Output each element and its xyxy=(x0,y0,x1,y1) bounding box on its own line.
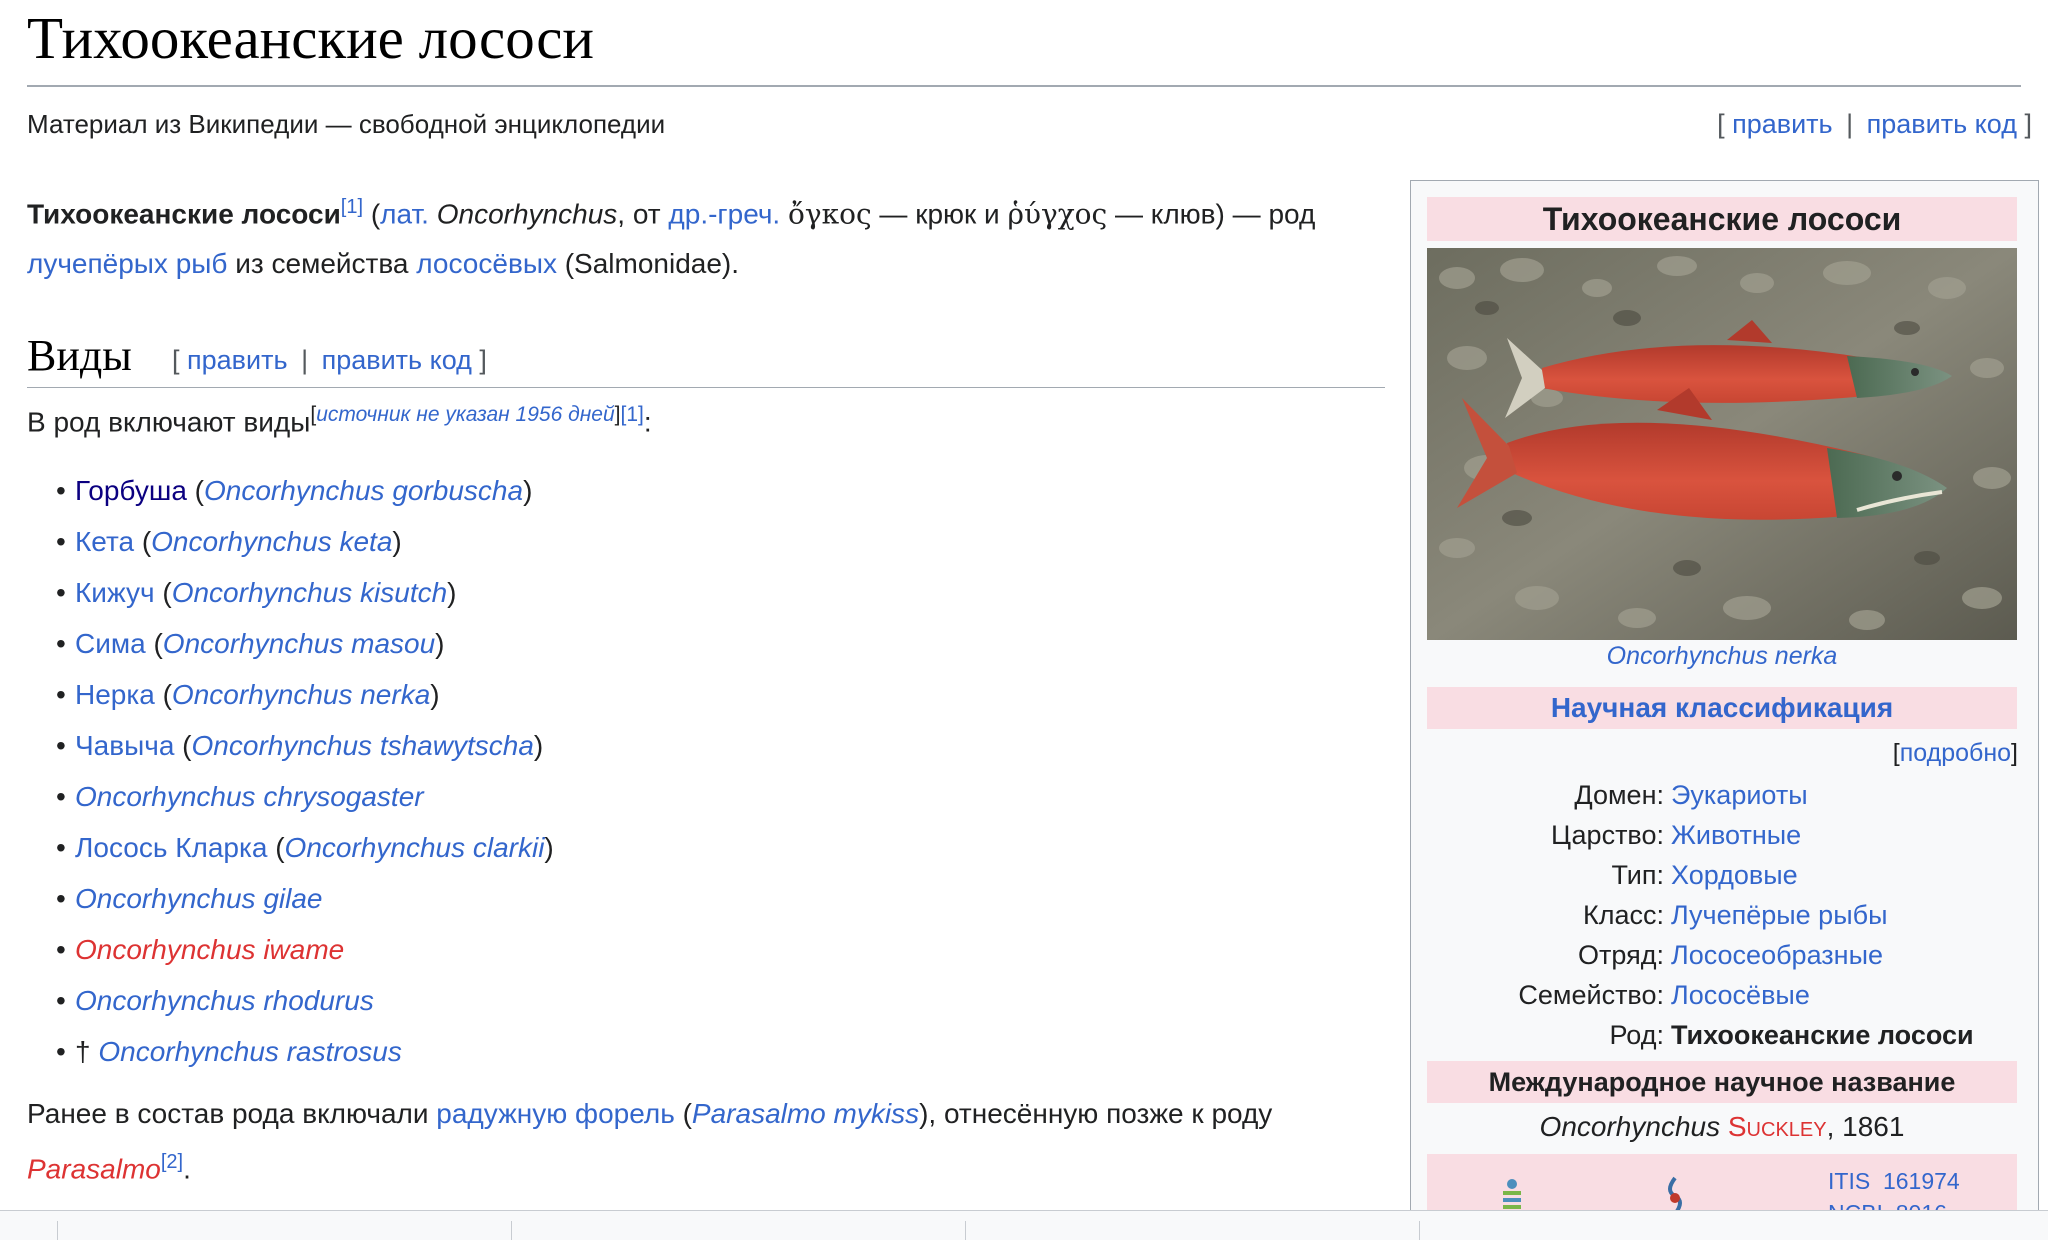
outro-text: ( xyxy=(674,1098,692,1129)
taxonomy-row xyxy=(1427,975,2017,1015)
toolbar-divider xyxy=(1419,1221,1420,1240)
rank-value xyxy=(1671,815,1801,855)
outro-text: . xyxy=(183,1153,191,1185)
intro-term: Тихоокеанские лососи xyxy=(27,198,341,230)
greek-link[interactable]: др.-греч. xyxy=(668,198,781,230)
taxonomy-row xyxy=(1427,775,2017,815)
species-common-link[interactable]: Горбуша xyxy=(75,475,187,506)
species-item: • Горбуша (Oncorhynchus gorbuscha) xyxy=(56,465,554,516)
rank-label: Царство: xyxy=(1550,820,1664,850)
outro-text: ), отнесённую позже к роду xyxy=(919,1098,1273,1129)
edit-code-link[interactable]: править код xyxy=(1866,109,2017,139)
title-divider xyxy=(27,85,2021,87)
rank-value xyxy=(1671,855,1798,895)
section-edit-code-link[interactable]: править код xyxy=(321,345,472,375)
outro-paragraph xyxy=(27,1090,1367,1193)
genus-name: Oncorhynchus xyxy=(1539,1111,1721,1142)
taxon-link[interactable]: Хордовые xyxy=(1671,860,1798,890)
species-latin-link[interactable]: Oncorhynchus rhodurus xyxy=(75,985,374,1016)
taxonomy-row xyxy=(1427,855,2017,895)
species-common-link[interactable]: Кета xyxy=(75,526,135,557)
parasalmo-mykiss-link[interactable]: Parasalmo mykiss xyxy=(691,1098,920,1129)
intro-text: (Salmonidae). xyxy=(556,248,740,280)
species-latin-link[interactable]: Oncorhynchus rastrosus xyxy=(98,1036,402,1067)
page-title: Тихоокеанские лососи xyxy=(27,5,594,71)
bullet: • xyxy=(56,526,66,557)
taxonomy-row xyxy=(1427,935,2017,975)
bracket-open: [ xyxy=(1892,739,1900,767)
toolbar-divider xyxy=(511,1221,512,1240)
species-latin-link[interactable]: Oncorhynchus gilae xyxy=(75,883,323,914)
species-common-link[interactable]: Лосось Кларка xyxy=(75,832,268,863)
rank-label: Род: xyxy=(1609,1020,1664,1050)
intl-name-heading: Международное научное название xyxy=(1427,1061,2017,1103)
species-common-link[interactable]: Сима xyxy=(75,628,146,659)
rank-value xyxy=(1671,975,1810,1015)
species-item: • Лосось Кларка (Oncorhynchus clarkii) xyxy=(56,822,554,873)
parasalmo-link[interactable]: Parasalmo xyxy=(27,1153,161,1185)
species-item xyxy=(56,1026,554,1077)
year: , 1861 xyxy=(1826,1111,1905,1142)
cite-bracket: [ xyxy=(310,403,317,426)
itis-id: 161974 xyxy=(1882,1168,1960,1194)
species-intro-text: В род включают виды xyxy=(27,406,311,438)
ref-link-1[interactable]: [1] xyxy=(340,196,364,218)
itis-link[interactable] xyxy=(1828,1168,1960,1195)
bullet: • xyxy=(56,475,66,506)
image-caption xyxy=(1427,642,2017,671)
rank-value xyxy=(1671,775,1808,815)
species-item xyxy=(56,975,554,1026)
rank-label: Тип: xyxy=(1611,860,1664,890)
rayfin-link[interactable]: лучепёрых рыб xyxy=(27,248,228,280)
extinct-marker: † xyxy=(75,1036,99,1067)
bracket-open: [ xyxy=(1717,109,1725,139)
family-link[interactable]: лососёвых xyxy=(416,248,557,280)
cite-bracket: ] xyxy=(614,403,621,426)
classification-link[interactable]: Научная классификация xyxy=(1550,692,1894,723)
bullet: • xyxy=(56,832,66,863)
species-common-link[interactable]: Кижуч xyxy=(75,577,155,608)
scientific-name xyxy=(1427,1111,2017,1143)
toolbar-divider xyxy=(57,1221,58,1240)
taxonomy-rows xyxy=(1427,775,2017,1055)
rank-value xyxy=(1671,1015,1974,1055)
taxon-link[interactable]: Эукариоты xyxy=(1671,780,1808,810)
bracket-open: [ xyxy=(172,345,180,375)
section-heading-species: Виды xyxy=(27,331,132,380)
rank-value xyxy=(1671,935,1883,975)
taxon-link[interactable]: Лучепёрые рыбы xyxy=(1671,900,1888,930)
species-latin-link[interactable]: Oncorhynchus keta xyxy=(151,526,393,557)
greek-word-1: ὄγκος xyxy=(788,197,872,231)
species-latin-link[interactable]: Oncorhynchus clarkii xyxy=(284,832,545,863)
taxobox xyxy=(1410,180,2039,1212)
bullet: • xyxy=(56,577,66,608)
section-divider xyxy=(27,387,1385,388)
taxonomy-row xyxy=(1427,815,2017,855)
species-item: • Кета (Oncorhynchus keta) xyxy=(56,516,554,567)
taxonomy-row xyxy=(1427,895,2017,935)
intro-text: из семейства xyxy=(227,248,417,280)
species-intro xyxy=(27,403,652,438)
species-latin-link[interactable]: Oncorhynchus gorbuscha xyxy=(204,475,524,506)
intro-text: — крюк и xyxy=(871,198,1008,230)
colon: : xyxy=(643,406,652,438)
taxonomy-row xyxy=(1427,1015,2017,1055)
rank-label: Семейство: xyxy=(1518,980,1664,1010)
bullet: • xyxy=(56,934,66,965)
taxon-current: Тихоокеанские лососи xyxy=(1671,1020,1974,1050)
bottom-toolbar xyxy=(0,1210,2048,1240)
section-edit-link[interactable]: править xyxy=(187,345,288,375)
species-latin-link[interactable]: Oncorhynchus tshawytscha xyxy=(191,730,534,761)
edit-separator: | xyxy=(301,345,309,375)
intro-text: , от xyxy=(617,198,669,230)
taxon-link[interactable]: Животные xyxy=(1671,820,1802,850)
infobox-title: Тихоокеанские лососи xyxy=(1427,197,2017,241)
bullet: • xyxy=(56,781,66,812)
bullet: • xyxy=(56,1036,66,1067)
bullet: • xyxy=(56,730,66,761)
taxon-link[interactable]: Лососеобразные xyxy=(1671,940,1883,970)
ref-link-2[interactable]: [2] xyxy=(160,1151,184,1173)
taxon-link[interactable]: Лососёвые xyxy=(1671,980,1810,1010)
rank-label: Отряд: xyxy=(1578,940,1664,970)
species-common-link[interactable]: Чавыча xyxy=(75,730,175,761)
species-item xyxy=(56,771,554,822)
ref-link-1[interactable]: [1] xyxy=(620,403,644,426)
edit-separator: | xyxy=(1846,109,1854,139)
classification-heading xyxy=(1427,687,2017,729)
bullet: • xyxy=(56,679,66,710)
rainbow-trout-link[interactable]: радужную форель xyxy=(436,1098,675,1129)
species-latin-link[interactable]: Oncorhynchus iwame xyxy=(75,934,345,965)
species-common-link[interactable]: Нерка xyxy=(75,679,155,710)
outro-text: Ранее в состав рода включали xyxy=(27,1098,437,1129)
species-latin-link[interactable]: Oncorhynchus nerka xyxy=(171,679,431,710)
intro-text: — клюв) — род xyxy=(1107,198,1316,230)
details-link[interactable]: подробно xyxy=(1899,739,2012,767)
toolbar-divider xyxy=(965,1221,966,1240)
citation-needed-link[interactable]: источник не указан 1956 дней xyxy=(316,403,615,426)
species-item: • Нерка (Oncorhynchus nerka) xyxy=(56,669,554,720)
itis-label: ITIS xyxy=(1828,1168,1871,1194)
author-link[interactable]: Suckley xyxy=(1727,1111,1827,1142)
species-latin-link[interactable]: Oncorhynchus masou xyxy=(162,628,436,659)
sockeye-salmon-image[interactable] xyxy=(1427,248,2017,640)
species-item: • Чавыча (Oncorhynchus tshawytscha) xyxy=(56,720,554,771)
species-list xyxy=(56,465,554,1077)
bracket-close: ] xyxy=(2024,109,2032,139)
species-item xyxy=(56,924,554,975)
greek-word-2: ῥύγχος xyxy=(1007,197,1108,231)
rank-label: Класс: xyxy=(1583,900,1664,930)
rank-label: Домен: xyxy=(1574,780,1664,810)
bullet: • xyxy=(56,628,66,659)
species-latin-link[interactable]: Oncorhynchus kisutch xyxy=(171,577,448,608)
latin-link[interactable]: лат. xyxy=(380,198,429,230)
section-edit-links xyxy=(172,345,487,376)
intro-paragraph xyxy=(27,182,1367,289)
species-item: • Сима (Oncorhynchus masou) xyxy=(56,618,554,669)
edit-link[interactable]: править xyxy=(1732,109,1833,139)
rank-value xyxy=(1671,895,1887,935)
page-edit-links xyxy=(1717,109,2032,140)
bracket-close: ] xyxy=(479,345,487,375)
latin-genus-name: Oncorhynchus xyxy=(436,198,618,230)
species-item: • Кижуч (Oncorhynchus kisutch) xyxy=(56,567,554,618)
site-tagline: Материал из Википедии — свободной энциклопедии xyxy=(27,109,666,139)
species-latin-link[interactable]: Oncorhynchus chrysogaster xyxy=(75,781,424,812)
caption-link[interactable]: Oncorhynchus nerka xyxy=(1606,642,1838,670)
intro-text: ( xyxy=(363,198,381,230)
bracket-close: ] xyxy=(2011,739,2018,767)
species-item xyxy=(56,873,554,924)
more-details xyxy=(1893,739,2018,768)
bullet: • xyxy=(56,985,66,1016)
bullet: • xyxy=(56,883,66,914)
